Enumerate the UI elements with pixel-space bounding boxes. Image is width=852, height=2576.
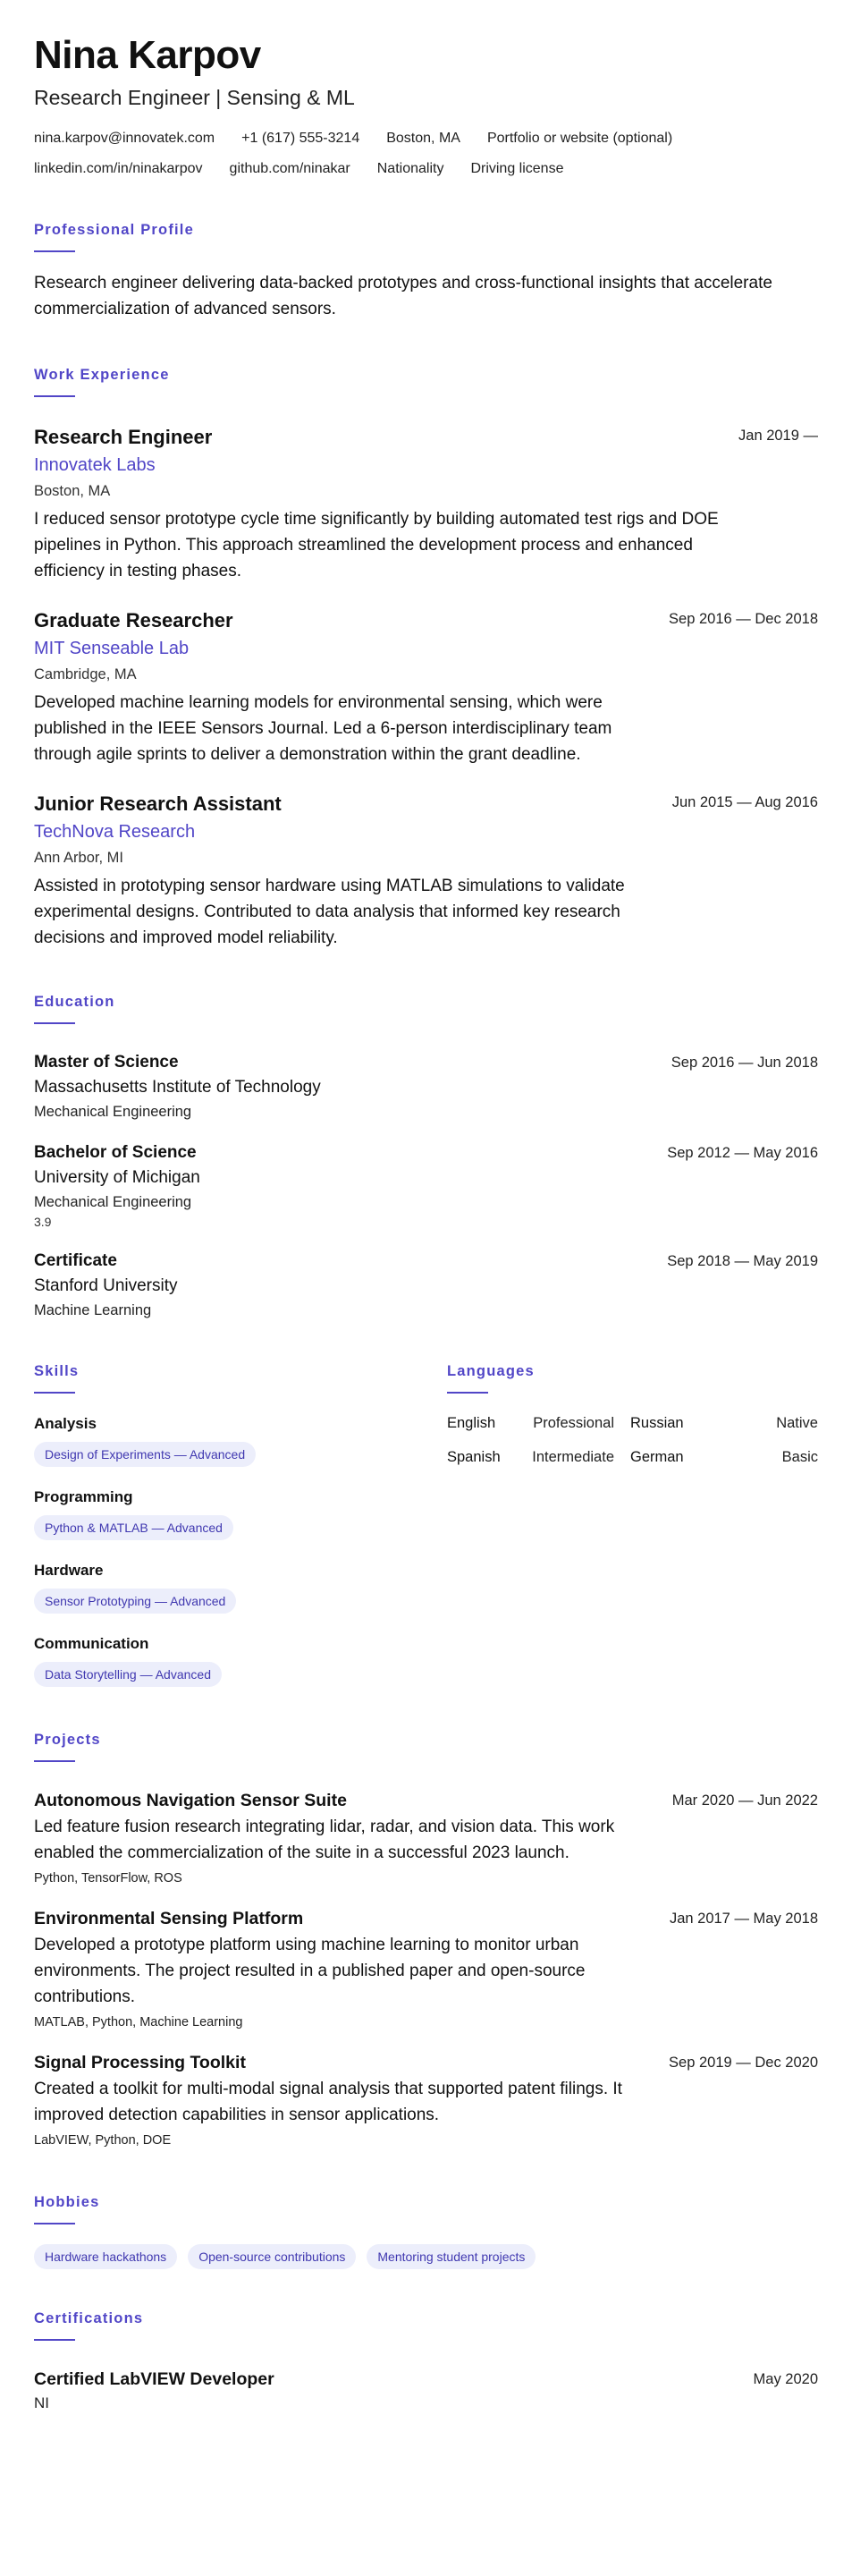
hobby-chip: Open-source contributions — [188, 2244, 356, 2269]
driving-license: Driving license — [470, 161, 564, 176]
section-divider — [34, 395, 75, 397]
contact-row-2 — [34, 159, 818, 179]
education-item — [34, 1250, 818, 1320]
school-name: Stanford University — [34, 1276, 178, 1295]
section-divider — [34, 1022, 75, 1024]
experience-item — [34, 791, 818, 951]
language-item — [630, 1413, 818, 1433]
skill-chip: Data Storytelling — Advanced — [34, 1662, 222, 1687]
field-of-study: Mechanical Engineering — [34, 1194, 192, 1210]
skill-group — [34, 1487, 447, 1540]
certification-issuer: NI — [34, 2394, 49, 2411]
skills-section — [34, 1361, 447, 1687]
education-dates: Sep 2012 — May 2016 — [667, 1145, 818, 1161]
profile-summary: Research engineer delivering data-backed prototypes and cross-functional insights that accelerate commercialization of advanced sensors. — [34, 274, 772, 318]
job-dates: Jun 2015 — Aug 2016 — [671, 794, 818, 810]
languages-grid — [447, 1413, 818, 1467]
language-level: Basic — [781, 1449, 818, 1465]
candidate-name: Nina Karpov — [34, 33, 261, 77]
github-link[interactable]: github.com/ninakar — [229, 161, 350, 176]
contact-row-1 — [34, 129, 818, 148]
project-description: Led feature fusion research integrating lidar, radar, and vision data. This work enabled the commercialization of the suite in a successful 2023 launch. — [34, 1818, 615, 1862]
job-location: Ann Arbor, MI — [34, 850, 123, 866]
section-divider — [34, 1392, 75, 1394]
section-divider — [34, 2339, 75, 2341]
certifications-section — [34, 2309, 818, 2414]
job-description: I reduced sensor prototype cycle time significantly by building automated test rigs and DOE pipelines in Python. This approach streamlined the development process and enhanced efficiency in testing phases. — [34, 510, 719, 580]
employer-name: TechNova Research — [34, 822, 196, 842]
hobbies-section — [34, 2192, 818, 2269]
experience-item — [34, 607, 818, 767]
degree: Certificate — [34, 1251, 117, 1270]
headline: Research Engineer | Sensing & ML — [34, 86, 355, 109]
employer-name: MIT Senseable Lab — [34, 639, 190, 658]
project-dates: Sep 2019 — Dec 2020 — [669, 2055, 818, 2071]
email-link[interactable]: nina.karpov@innovatek.com — [34, 131, 215, 146]
nationality: Nationality — [376, 161, 444, 176]
school-name: Massachusetts Institute of Technology — [34, 1078, 321, 1097]
linkedin-link[interactable]: linkedin.com/in/ninakarpov — [34, 161, 203, 176]
project-tech-stack: Python, TensorFlow, ROS — [34, 1871, 182, 1885]
skill-chip: Python & MATLAB — Advanced — [34, 1515, 233, 1540]
project-description: Developed a prototype platform using machine learning to monitor urban environments. The project resulted in a published paper and open-source contributions. — [34, 1936, 586, 2006]
degree: Bachelor of Science — [34, 1143, 197, 1162]
certification-item — [34, 2368, 818, 2414]
certification-date: May 2020 — [753, 2371, 818, 2387]
project-name: Autonomous Navigation Sensor Suite — [34, 1791, 347, 1810]
skill-category: Hardware — [34, 1562, 104, 1579]
hobby-chip: Mentoring student projects — [367, 2244, 536, 2269]
education-dates: Sep 2018 — May 2019 — [667, 1253, 818, 1269]
language-name: Russian — [630, 1415, 684, 1431]
skills-languages-row — [34, 1361, 818, 1687]
section-title-profile: Professional Profile — [34, 222, 194, 238]
section-title-experience: Work Experience — [34, 367, 170, 383]
degree: Master of Science — [34, 1053, 179, 1072]
language-level: Professional — [533, 1415, 614, 1431]
school-name: University of Michigan — [34, 1168, 200, 1187]
project-tech-stack: LabVIEW, Python, DOE — [34, 2133, 172, 2148]
projects-section — [34, 1730, 818, 2149]
location: Boston, MA — [386, 131, 460, 146]
job-location: Boston, MA — [34, 483, 111, 499]
project-dates: Jan 2017 — May 2018 — [669, 1911, 818, 1927]
section-divider — [34, 1760, 75, 1762]
project-item — [34, 1907, 818, 2031]
job-title: Research Engineer — [34, 426, 213, 448]
languages-section — [447, 1361, 818, 1687]
experience-item — [34, 424, 818, 584]
project-name: Environmental Sensing Platform — [34, 1909, 304, 1928]
section-title-languages: Languages — [447, 1363, 535, 1379]
job-location: Cambridge, MA — [34, 666, 137, 682]
section-divider — [34, 250, 75, 252]
hobby-chip: Hardware hackathons — [34, 2244, 177, 2269]
field-of-study: Mechanical Engineering — [34, 1104, 192, 1120]
section-title-certifications: Certifications — [34, 2310, 144, 2326]
section-title-hobbies: Hobbies — [34, 2194, 100, 2210]
job-title: Junior Research Assistant — [34, 792, 282, 815]
project-item — [34, 2051, 818, 2149]
language-item — [630, 1447, 818, 1467]
language-item — [447, 1413, 630, 1433]
portfolio-link[interactable]: Portfolio or website (optional) — [486, 131, 673, 146]
job-description: Assisted in prototyping sensor hardware using MATLAB simulations to validate experimental designs. Contributed to data analysis that informed key research decisions and improved model reliability. — [34, 877, 625, 947]
skill-category: Programming — [34, 1488, 133, 1505]
project-dates: Mar 2020 — Jun 2022 — [671, 1792, 818, 1809]
project-tech-stack: MATLAB, Python, Machine Learning — [34, 2015, 243, 2029]
section-divider — [34, 2223, 75, 2224]
phone-number[interactable]: +1 (617) 555-3214 — [241, 131, 360, 146]
employer-name: Innovatek Labs — [34, 455, 156, 475]
section-title-education: Education — [34, 994, 115, 1010]
certification-name: Certified LabVIEW Developer — [34, 2369, 274, 2389]
section-title-skills: Skills — [34, 1363, 80, 1379]
skill-category: Communication — [34, 1635, 149, 1652]
profile-section — [34, 220, 818, 322]
language-name: German — [630, 1449, 684, 1465]
project-name: Signal Processing Toolkit — [34, 2053, 246, 2072]
education-dates: Sep 2016 — Jun 2018 — [671, 1055, 818, 1071]
resume-header — [34, 32, 818, 179]
job-dates: Sep 2016 — Dec 2018 — [669, 611, 818, 627]
language-item — [447, 1447, 630, 1467]
language-name: English — [447, 1415, 496, 1431]
gpa: 3.9 — [34, 1215, 52, 1229]
education-section — [34, 992, 818, 1320]
education-item — [34, 1141, 818, 1230]
field-of-study: Machine Learning — [34, 1302, 152, 1318]
language-name: Spanish — [447, 1449, 501, 1465]
language-level: Intermediate — [532, 1449, 614, 1465]
hobby-chips — [34, 2244, 818, 2269]
skill-group — [34, 1633, 447, 1687]
job-description: Developed machine learning models for environmental sensing, which were published in the IEEE Sensors Journal. Led a 6-person interdisciplinary team through agile sprints to deliver a demonstration within the grant deadline. — [34, 693, 612, 764]
skill-group — [34, 1413, 447, 1467]
section-title-projects: Projects — [34, 1732, 101, 1748]
experience-section — [34, 365, 818, 951]
language-level: Native — [776, 1415, 818, 1431]
skill-group — [34, 1560, 447, 1614]
section-divider — [447, 1392, 488, 1394]
job-title: Graduate Researcher — [34, 609, 233, 631]
skill-chip: Sensor Prototyping — Advanced — [34, 1589, 236, 1614]
project-description: Created a toolkit for multi-modal signal analysis that supported patent filings. It improved detection capabilities in sensor applications. — [34, 2080, 622, 2124]
skill-chip: Design of Experiments — Advanced — [34, 1442, 256, 1467]
project-item — [34, 1789, 818, 1887]
skill-category: Analysis — [34, 1415, 97, 1432]
job-dates: Jan 2019 — — [738, 428, 818, 444]
education-item — [34, 1051, 818, 1122]
